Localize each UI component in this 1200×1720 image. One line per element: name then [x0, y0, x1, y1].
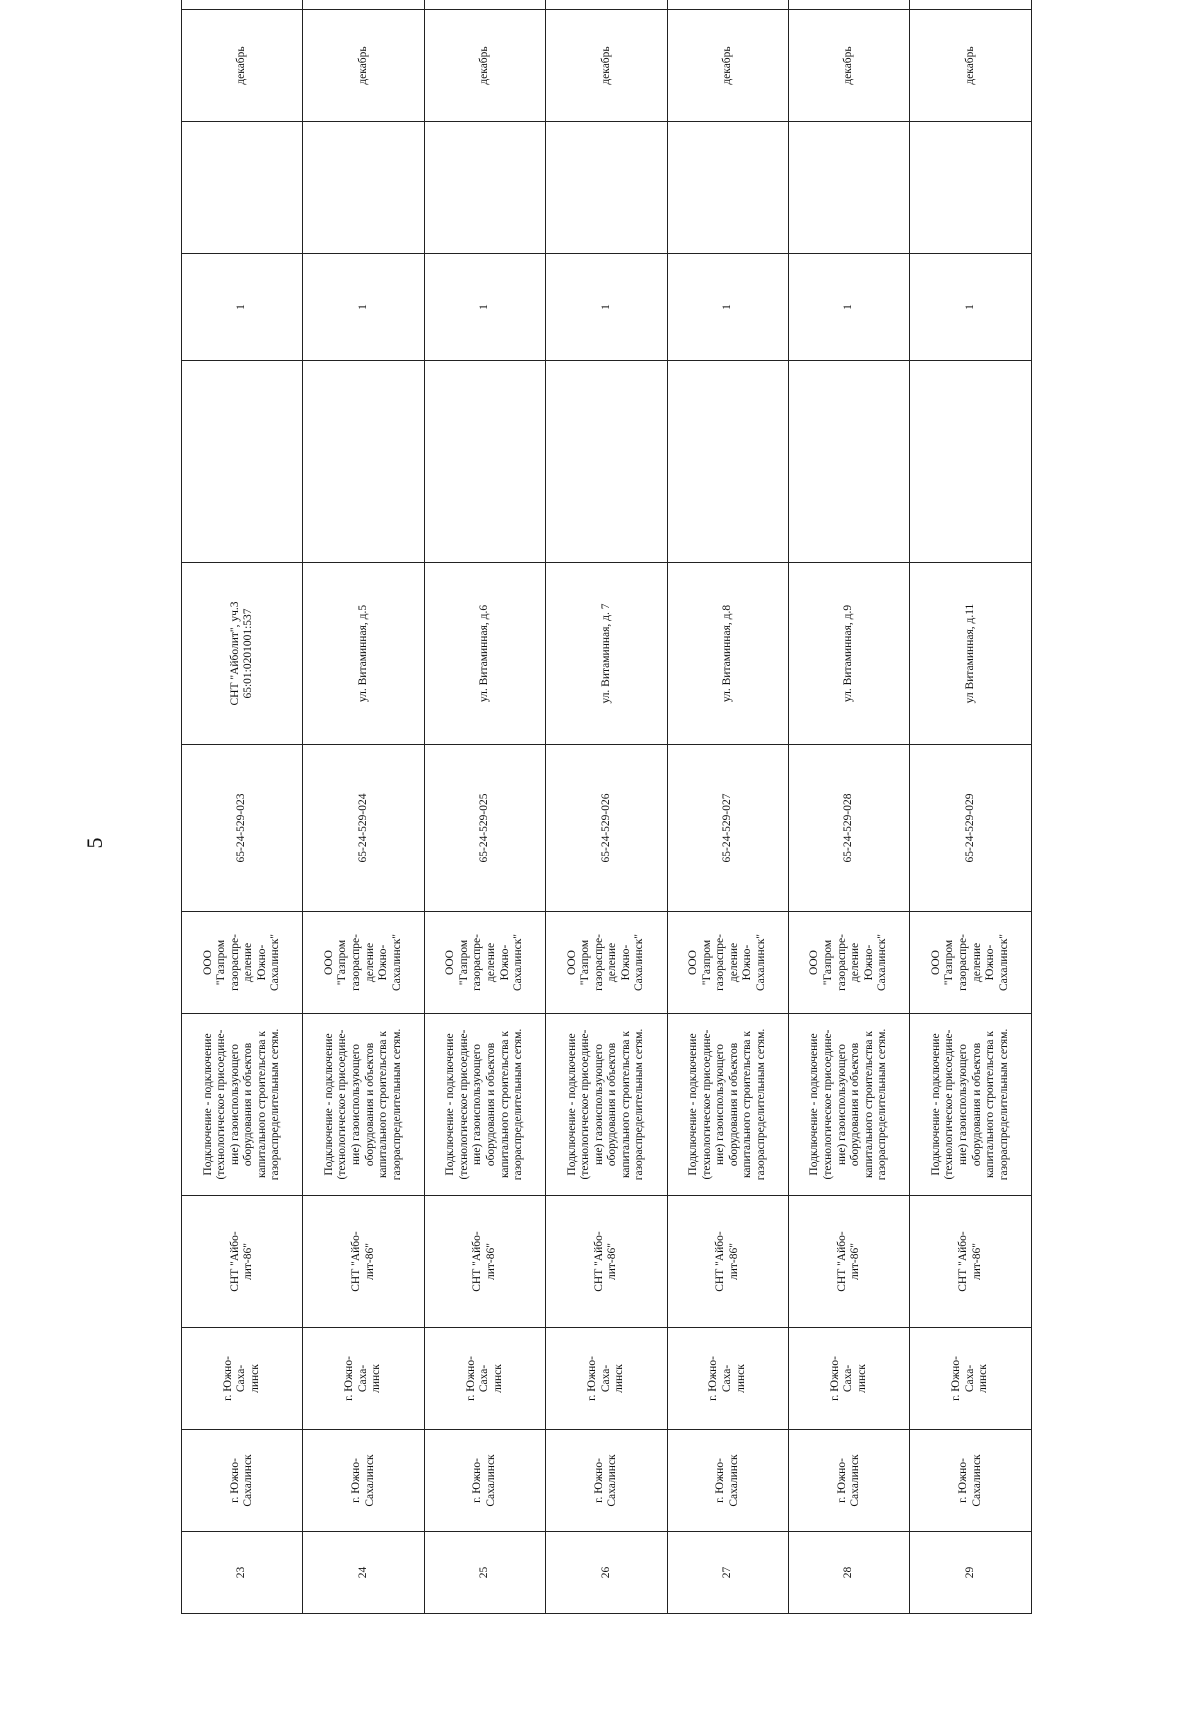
organization-cell: ООО "Газпром газораспре- деление Южно- Сахалинск" — [303, 912, 424, 1014]
client-cell: СНТ "Айбо- лит-86" — [424, 1196, 545, 1328]
table-row — [303, 0, 424, 1614]
table-row — [910, 0, 1031, 1614]
work-description-cell: Подключение - подключение (технологическое присоедине- ние) газоиспользующего оборудования и объектов капитального строительства к газораспределительным сетям. — [546, 1014, 667, 1196]
quantity-cell: 1 — [182, 254, 303, 361]
organization-cell: ООО "Газпром газораспре- деление Южно- Сахалинск" — [910, 912, 1031, 1014]
quantity-cell: 1 — [546, 254, 667, 361]
month-cell: декабрь — [182, 10, 303, 122]
work-description-cell: Подключение - подключение (технологическое присоедине- ние) газоиспользующего оборудования и объектов капитального строительства к газораспределительным сетям. — [788, 1014, 909, 1196]
settlement-cell: г. Южно- Саха- линск — [182, 1328, 303, 1430]
year-cell — [182, 0, 303, 10]
empty-cell — [910, 361, 1031, 563]
year-cell — [303, 0, 424, 10]
location-cell: г. Южно- Сахалинск — [667, 1430, 788, 1532]
year-cell — [424, 0, 545, 10]
empty-cell — [182, 361, 303, 563]
table-row — [667, 0, 788, 1614]
empty-cell — [788, 361, 909, 563]
row-number-cell: 29 — [910, 1532, 1031, 1614]
client-cell: СНТ "Айбо- лит-86" — [182, 1196, 303, 1328]
settlement-cell: г. Южно- Саха- линск — [667, 1328, 788, 1430]
work-description-cell: Подключение - подключение (технологическое присоедине- ние) газоиспользующего оборудования и объектов капитального строительства к газораспределительным сетям. — [910, 1014, 1031, 1196]
empty-cell — [303, 122, 424, 254]
month-cell: декабрь — [546, 10, 667, 122]
quantity-cell: 1 — [667, 254, 788, 361]
row-number-cell: 24 — [303, 1532, 424, 1614]
address-cell: ул Витаминная, д.11 — [910, 563, 1031, 745]
contract-number-cell: 65-24-529-027 — [667, 745, 788, 912]
row-number-cell: 26 — [546, 1532, 667, 1614]
organization-cell: ООО "Газпром газораспре- деление Южно- Сахалинск" — [667, 912, 788, 1014]
work-description-cell: Подключение - подключение (технологическое присоедине- ние) газоиспользующего оборудования и объектов капитального строительства к газораспределительным сетям. — [303, 1014, 424, 1196]
table-row — [182, 0, 303, 1614]
table-row — [424, 0, 545, 1614]
contract-number-cell: 65-24-529-026 — [546, 745, 667, 912]
quantity-cell: 1 — [788, 254, 909, 361]
organization-cell: ООО "Газпром газораспре- деление Южно- Сахалинск" — [182, 912, 303, 1014]
month-cell: декабрь — [788, 10, 909, 122]
client-cell: СНТ "Айбо- лит-86" — [303, 1196, 424, 1328]
location-cell: г. Южно- Сахалинск — [546, 1430, 667, 1532]
table-row — [788, 0, 909, 1614]
contract-number-cell: 65-24-529-029 — [910, 745, 1031, 912]
location-cell: г. Южно- Сахалинск — [788, 1430, 909, 1532]
empty-cell — [546, 122, 667, 254]
month-cell: декабрь — [424, 10, 545, 122]
empty-cell — [910, 122, 1031, 254]
location-cell: г. Южно- Сахалинск — [424, 1430, 545, 1532]
empty-cell — [546, 361, 667, 563]
month-cell: декабрь — [303, 10, 424, 122]
location-cell: г. Южно- Сахалинск — [303, 1430, 424, 1532]
row-number-cell: 25 — [424, 1532, 545, 1614]
client-cell: СНТ "Айбо- лит-86" — [546, 1196, 667, 1328]
settlement-cell: г. Южно- Саха- линск — [546, 1328, 667, 1430]
settlement-cell: г. Южно- Саха- линск — [788, 1328, 909, 1430]
settlement-cell: г. Южно- Саха- линск — [910, 1328, 1031, 1430]
year-cell — [788, 0, 909, 10]
year-cell — [910, 0, 1031, 10]
address-cell: ул. Витаминная, д. 7 — [546, 563, 667, 745]
month-cell: декабрь — [910, 10, 1031, 122]
organization-cell: ООО "Газпром газораспре- деление Южно- Сахалинск" — [546, 912, 667, 1014]
year-cell — [546, 0, 667, 10]
address-cell: ул. Витаминная, д.8 — [667, 563, 788, 745]
row-number-cell: 28 — [788, 1532, 909, 1614]
address-cell: СНТ "Айболит", уч.3 65:01:0201001:537 — [182, 563, 303, 745]
organization-cell: ООО "Газпром газораспре- деление Южно- Сахалинск" — [424, 912, 545, 1014]
work-description-cell: Подключение - подключение (технологическое присоедине- ние) газоиспользующего оборудования и объектов капитального строительства к газораспределительным сетям. — [424, 1014, 545, 1196]
empty-cell — [667, 122, 788, 254]
rotated-table-sheet — [181, 46, 1031, 1614]
empty-cell — [667, 361, 788, 563]
location-cell: г. Южно- Сахалинск — [910, 1430, 1031, 1532]
work-description-cell: Подключение - подключение (технологическое присоедине- ние) газоиспользующего оборудования и объектов капитального строительства к газораспределительным сетям. — [667, 1014, 788, 1196]
quantity-cell: 1 — [910, 254, 1031, 361]
address-cell: ул. Витаминная, д.6 — [424, 563, 545, 745]
client-cell: СНТ "Айбо- лит-86" — [788, 1196, 909, 1328]
contract-number-cell: 65-24-529-023 — [182, 745, 303, 912]
address-cell: ул. Витаминная, д.9 — [788, 563, 909, 745]
empty-cell — [182, 122, 303, 254]
table-row — [546, 0, 667, 1614]
contract-number-cell: 65-24-529-025 — [424, 745, 545, 912]
client-cell: СНТ "Айбо- лит-86" — [667, 1196, 788, 1328]
empty-cell — [788, 122, 909, 254]
empty-cell — [424, 361, 545, 563]
page-number: 5 — [82, 837, 107, 849]
empty-cell — [424, 122, 545, 254]
contract-number-cell: 65-24-529-028 — [788, 745, 909, 912]
location-cell: г. Южно- Сахалинск — [182, 1430, 303, 1532]
settlement-cell: г. Южно- Саха- линск — [303, 1328, 424, 1430]
row-number-cell: 23 — [182, 1532, 303, 1614]
connection-register-table — [181, 0, 1032, 1614]
table-body — [182, 0, 1032, 1614]
settlement-cell: г. Южно- Саха- линск — [424, 1328, 545, 1430]
client-cell: СНТ "Айбо- лит-86" — [910, 1196, 1031, 1328]
quantity-cell: 1 — [303, 254, 424, 361]
row-number-cell: 27 — [667, 1532, 788, 1614]
contract-number-cell: 65-24-529-024 — [303, 745, 424, 912]
empty-cell — [303, 361, 424, 563]
organization-cell: ООО "Газпром газораспре- деление Южно- Сахалинск" — [788, 912, 909, 1014]
year-cell — [667, 0, 788, 10]
month-cell: декабрь — [667, 10, 788, 122]
work-description-cell: Подключение - подключение (технологическое присоедине- ние) газоиспользующего оборудования и объектов капитального строительства к газораспределительным сетям. — [182, 1014, 303, 1196]
quantity-cell: 1 — [424, 254, 545, 361]
address-cell: ул. Витаминная, д.5 — [303, 563, 424, 745]
